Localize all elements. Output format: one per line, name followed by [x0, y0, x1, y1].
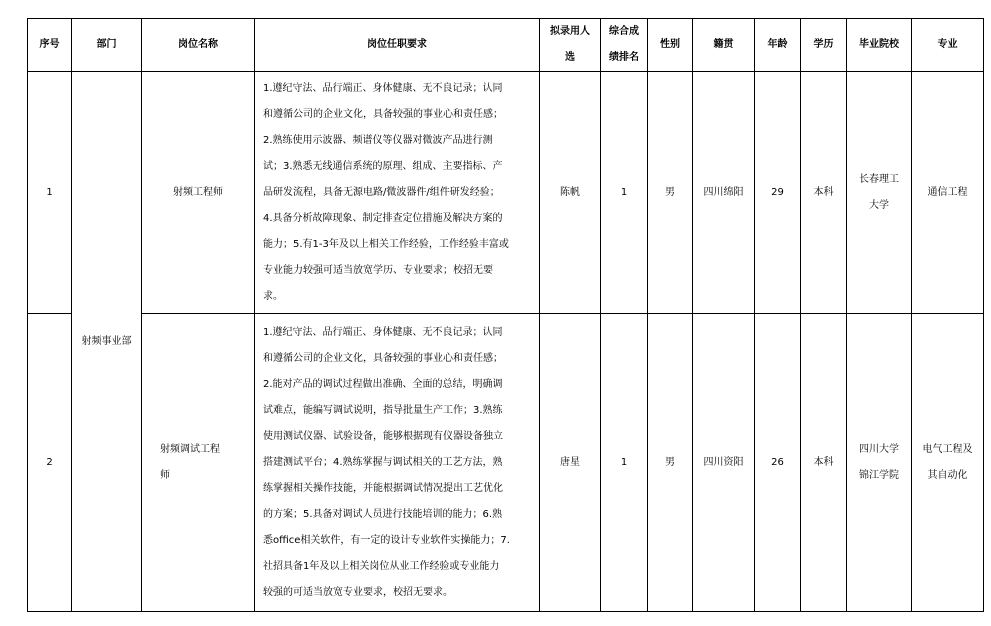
cell-candidate: 唐星	[540, 314, 601, 612]
table-row	[28, 314, 984, 612]
header-major: 专业	[912, 19, 984, 72]
cell-requirements: 1.遵纪守法、品行端正、身体健康、无不良记录；认同 和遵循公司的企业文化，具备较强的事业心和责任感； 2.熟练使用示波器、频谱仪等仪器对微波产品进行测 试；3.熟悉无线通信系统的原理、组成、主要指标、产 品研发流程，具备无源电路/微波器件/组件研发经验； 4.具备分析故障现象、制定排查定位措施及解决方案的 能力；5.有1-3年及以上相关工作经验，工作经验丰富或 专业能力较强可适当放宽学历、专业要求；校招无要 求。	[255, 72, 540, 314]
cell-rank: 1	[601, 72, 648, 314]
header-origin: 籍贯	[693, 19, 755, 72]
cell-position: 射频工程师	[142, 72, 255, 314]
cell-gender: 男	[648, 72, 693, 314]
cell-education: 本科	[801, 72, 847, 314]
cell-rank: 1	[601, 314, 648, 612]
header-rank: 综合成 绩排名	[601, 19, 648, 72]
header-position: 岗位名称	[142, 19, 255, 72]
cell-seq: 1	[28, 72, 72, 314]
cell-major: 通信工程	[912, 72, 984, 314]
header-row	[28, 19, 984, 72]
cell-school: 四川大学 锦江学院	[847, 314, 912, 612]
cell-gender: 男	[648, 314, 693, 612]
cell-school: 长春理工 大学	[847, 72, 912, 314]
recruitment-table	[27, 18, 984, 612]
cell-education: 本科	[801, 314, 847, 612]
cell-origin: 四川资阳	[693, 314, 755, 612]
cell-department: 射频事业部	[72, 72, 142, 612]
cell-origin: 四川绵阳	[693, 72, 755, 314]
table-row	[28, 72, 984, 314]
header-school: 毕业院校	[847, 19, 912, 72]
cell-seq: 2	[28, 314, 72, 612]
header-seq: 序号	[28, 19, 72, 72]
header-dept: 部门	[72, 19, 142, 72]
cell-position: 射频调试工程 师	[142, 314, 255, 612]
cell-candidate: 陈帆	[540, 72, 601, 314]
header-education: 学历	[801, 19, 847, 72]
cell-age: 26	[755, 314, 801, 612]
cell-age: 29	[755, 72, 801, 314]
header-age: 年龄	[755, 19, 801, 72]
cell-requirements: 1.遵纪守法、品行端正、身体健康、无不良记录；认同 和遵循公司的企业文化，具备较强的事业心和责任感； 2.能对产品的调试过程做出准确、全面的总结，明确调 试难点，能编写调试说明，指导批量生产工作；3.熟练 使用测试仪器、试验设备，能够根据现有仪器设备独立 搭建测试平台；4.熟练掌握与调试相关的工艺方法，熟 练掌握相关操作技能，并能根据调试情况提出工艺优化 的方案；5.具备对调试人员进行技能培训的能力；6.熟 悉office相关软件，有一定的设计专业软件实操能力；7. 社招具备1年及以上相关岗位从业工作经验或专业能力 较强的可适当放宽专业要求，校招无要求。	[255, 314, 540, 612]
cell-major: 电气工程及 其自动化	[912, 314, 984, 612]
header-candidate: 拟录用人 选	[540, 19, 601, 72]
header-requirements: 岗位任职要求	[255, 19, 540, 72]
header-gender: 性别	[648, 19, 693, 72]
